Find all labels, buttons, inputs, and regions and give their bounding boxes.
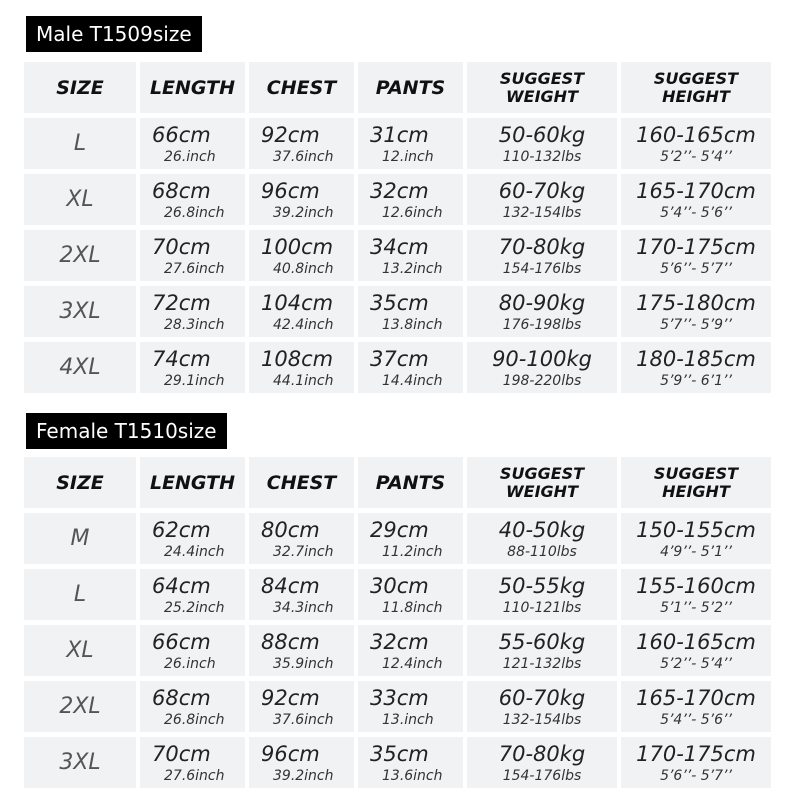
size-cell: 3XL bbox=[24, 286, 136, 337]
pants-imperial: 13.inch bbox=[382, 712, 434, 728]
length-cell bbox=[140, 174, 245, 225]
height-metric: 165-170cm bbox=[636, 179, 756, 203]
chest-imperial: 32.7inch bbox=[273, 544, 334, 560]
height-metric: 150-155cm bbox=[636, 518, 756, 542]
chest-cell bbox=[249, 174, 354, 225]
pants-imperial: 12.6inch bbox=[382, 205, 443, 221]
chest-cell bbox=[249, 230, 354, 281]
weight-imperial: 154-176lbs bbox=[502, 768, 582, 784]
header-row bbox=[24, 62, 771, 113]
chest-imperial: 37.6inch bbox=[273, 149, 334, 165]
pants-metric: 32cm bbox=[370, 630, 429, 654]
pants-cell bbox=[358, 569, 463, 620]
table-row bbox=[24, 737, 771, 788]
header-chest: CHEST bbox=[249, 62, 354, 113]
weight-cell bbox=[467, 681, 617, 732]
height-imperial: 4’9’’- 5’1’’ bbox=[660, 544, 732, 560]
pants-metric: 33cm bbox=[370, 686, 429, 710]
chest-imperial: 40.8inch bbox=[273, 261, 334, 277]
weight-metric: 80-90kg bbox=[498, 291, 586, 315]
weight-imperial: 110-132lbs bbox=[502, 149, 582, 165]
male-table-label: Male T1509size bbox=[26, 16, 202, 52]
height-imperial: 5’4’’- 5’6’’ bbox=[660, 205, 732, 221]
length-metric: 74cm bbox=[152, 347, 211, 371]
header-size: SIZE bbox=[24, 62, 136, 113]
weight-imperial: 88-110lbs bbox=[507, 544, 577, 560]
weight-imperial: 198-220lbs bbox=[502, 373, 582, 389]
height-metric: 155-160cm bbox=[636, 574, 756, 598]
table-row bbox=[24, 625, 771, 676]
table-row bbox=[24, 342, 771, 393]
pants-metric: 31cm bbox=[370, 123, 429, 147]
height-metric: 180-185cm bbox=[636, 347, 756, 371]
weight-metric: 50-55kg bbox=[498, 574, 586, 598]
length-imperial: 26.8inch bbox=[164, 712, 225, 728]
pants-metric: 35cm bbox=[370, 291, 429, 315]
chest-imperial: 35.9inch bbox=[273, 656, 334, 672]
chest-metric: 88cm bbox=[261, 630, 320, 654]
pants-metric: 37cm bbox=[370, 347, 429, 371]
height-cell bbox=[621, 737, 771, 788]
chest-imperial: 39.2inch bbox=[273, 768, 334, 784]
female-size-table bbox=[24, 457, 771, 793]
chest-cell bbox=[249, 118, 354, 169]
height-imperial: 5’7’’- 5’9’’ bbox=[660, 317, 732, 333]
weight-cell bbox=[467, 513, 617, 564]
length-imperial: 26.inch bbox=[164, 149, 216, 165]
height-imperial: 5’1’’- 5’2’’ bbox=[660, 600, 732, 616]
header-weight bbox=[467, 457, 617, 508]
length-cell bbox=[140, 286, 245, 337]
table-row bbox=[24, 174, 771, 225]
length-metric: 66cm bbox=[152, 123, 211, 147]
pants-imperial: 12.inch bbox=[382, 149, 434, 165]
weight-imperial: 176-198lbs bbox=[502, 317, 582, 333]
length-cell bbox=[140, 342, 245, 393]
pants-imperial: 12.4inch bbox=[382, 656, 443, 672]
weight-cell bbox=[467, 737, 617, 788]
header-line: SUGGEST bbox=[653, 463, 739, 483]
height-metric: 170-175cm bbox=[636, 235, 756, 259]
chest-cell bbox=[249, 625, 354, 676]
pants-metric: 32cm bbox=[370, 179, 429, 203]
weight-metric: 50-60kg bbox=[498, 123, 586, 147]
weight-cell bbox=[467, 230, 617, 281]
chest-imperial: 34.3inch bbox=[273, 600, 334, 616]
table-row bbox=[24, 286, 771, 337]
height-imperial: 5’6’’- 5’7’’ bbox=[660, 768, 732, 784]
height-cell bbox=[621, 174, 771, 225]
weight-cell bbox=[467, 118, 617, 169]
header-line: HEIGHT bbox=[662, 481, 730, 501]
length-imperial: 26.8inch bbox=[164, 205, 225, 221]
length-metric: 70cm bbox=[152, 235, 211, 259]
length-metric: 68cm bbox=[152, 179, 211, 203]
chest-metric: 108cm bbox=[261, 347, 334, 371]
header-height bbox=[621, 62, 771, 113]
pants-metric: 34cm bbox=[370, 235, 429, 259]
length-imperial: 27.6inch bbox=[164, 768, 225, 784]
chest-imperial: 37.6inch bbox=[273, 712, 334, 728]
chest-cell bbox=[249, 737, 354, 788]
length-metric: 62cm bbox=[152, 518, 211, 542]
length-cell bbox=[140, 737, 245, 788]
size-cell: 2XL bbox=[24, 230, 136, 281]
weight-metric: 55-60kg bbox=[498, 630, 586, 654]
height-imperial: 5’9’’- 6’1’’ bbox=[660, 373, 732, 389]
height-metric: 160-165cm bbox=[636, 630, 756, 654]
size-cell: 2XL bbox=[24, 681, 136, 732]
header-pants: PANTS bbox=[358, 457, 463, 508]
length-imperial: 29.1inch bbox=[164, 373, 225, 389]
length-imperial: 26.inch bbox=[164, 656, 216, 672]
pants-cell bbox=[358, 118, 463, 169]
weight-cell bbox=[467, 342, 617, 393]
header-row bbox=[24, 457, 771, 508]
length-cell bbox=[140, 625, 245, 676]
size-cell: XL bbox=[24, 174, 136, 225]
height-cell bbox=[621, 286, 771, 337]
pants-imperial: 13.6inch bbox=[382, 768, 443, 784]
header-line: SUGGEST bbox=[499, 68, 585, 88]
pants-metric: 30cm bbox=[370, 574, 429, 598]
weight-metric: 60-70kg bbox=[498, 686, 586, 710]
height-imperial: 5’4’’- 5’6’’ bbox=[660, 712, 732, 728]
size-cell: L bbox=[24, 569, 136, 620]
length-imperial: 27.6inch bbox=[164, 261, 225, 277]
table-row bbox=[24, 513, 771, 564]
table-row bbox=[24, 569, 771, 620]
male-size-table bbox=[24, 62, 771, 398]
chest-imperial: 39.2inch bbox=[273, 205, 334, 221]
height-metric: 170-175cm bbox=[636, 742, 756, 766]
pants-imperial: 14.4inch bbox=[382, 373, 443, 389]
height-metric: 165-170cm bbox=[636, 686, 756, 710]
size-cell: M bbox=[24, 513, 136, 564]
height-cell bbox=[621, 342, 771, 393]
height-imperial: 5’2’’- 5’4’’ bbox=[660, 149, 732, 165]
pants-imperial: 11.2inch bbox=[382, 544, 443, 560]
weight-imperial: 132-154lbs bbox=[502, 205, 582, 221]
pants-cell bbox=[358, 230, 463, 281]
chest-imperial: 44.1inch bbox=[273, 373, 334, 389]
height-cell bbox=[621, 513, 771, 564]
header-line: WEIGHT bbox=[506, 481, 578, 501]
female-table-label: Female T1510size bbox=[26, 413, 227, 449]
length-imperial: 24.4inch bbox=[164, 544, 225, 560]
length-metric: 64cm bbox=[152, 574, 211, 598]
length-imperial: 28.3inch bbox=[164, 317, 225, 333]
chest-metric: 100cm bbox=[261, 235, 334, 259]
length-cell bbox=[140, 569, 245, 620]
height-imperial: 5’2’’- 5’4’’ bbox=[660, 656, 732, 672]
chest-metric: 96cm bbox=[261, 179, 320, 203]
header-line: HEIGHT bbox=[662, 86, 730, 106]
table-row bbox=[24, 118, 771, 169]
header-height bbox=[621, 457, 771, 508]
weight-imperial: 110-121lbs bbox=[502, 600, 582, 616]
chest-cell bbox=[249, 569, 354, 620]
length-imperial: 25.2inch bbox=[164, 600, 225, 616]
weight-cell bbox=[467, 625, 617, 676]
chest-cell bbox=[249, 286, 354, 337]
weight-metric: 70-80kg bbox=[498, 742, 586, 766]
weight-metric: 40-50kg bbox=[498, 518, 586, 542]
header-chest: CHEST bbox=[249, 457, 354, 508]
pants-cell bbox=[358, 513, 463, 564]
chest-cell bbox=[249, 513, 354, 564]
pants-cell bbox=[358, 286, 463, 337]
chest-metric: 104cm bbox=[261, 291, 334, 315]
header-weight bbox=[467, 62, 617, 113]
pants-cell bbox=[358, 625, 463, 676]
chest-metric: 92cm bbox=[261, 123, 320, 147]
weight-imperial: 154-176lbs bbox=[502, 261, 582, 277]
height-cell bbox=[621, 625, 771, 676]
length-metric: 70cm bbox=[152, 742, 211, 766]
pants-metric: 29cm bbox=[370, 518, 429, 542]
height-cell bbox=[621, 681, 771, 732]
header-line: SUGGEST bbox=[499, 463, 585, 483]
length-metric: 68cm bbox=[152, 686, 211, 710]
pants-metric: 35cm bbox=[370, 742, 429, 766]
chest-metric: 92cm bbox=[261, 686, 320, 710]
weight-imperial: 121-132lbs bbox=[502, 656, 582, 672]
header-line: WEIGHT bbox=[506, 86, 578, 106]
pants-imperial: 11.8inch bbox=[382, 600, 443, 616]
header-length: LENGTH bbox=[140, 457, 245, 508]
size-cell: 4XL bbox=[24, 342, 136, 393]
table-row bbox=[24, 681, 771, 732]
pants-cell bbox=[358, 342, 463, 393]
weight-cell bbox=[467, 174, 617, 225]
size-cell: XL bbox=[24, 625, 136, 676]
length-cell bbox=[140, 118, 245, 169]
weight-metric: 90-100kg bbox=[492, 347, 592, 371]
header-pants: PANTS bbox=[358, 62, 463, 113]
height-cell bbox=[621, 230, 771, 281]
pants-cell bbox=[358, 681, 463, 732]
height-metric: 160-165cm bbox=[636, 123, 756, 147]
chest-cell bbox=[249, 681, 354, 732]
chest-cell bbox=[249, 342, 354, 393]
weight-metric: 70-80kg bbox=[498, 235, 586, 259]
length-metric: 72cm bbox=[152, 291, 211, 315]
size-cell: 3XL bbox=[24, 737, 136, 788]
chest-metric: 96cm bbox=[261, 742, 320, 766]
header-line: SUGGEST bbox=[653, 68, 739, 88]
pants-cell bbox=[358, 737, 463, 788]
header-length: LENGTH bbox=[140, 62, 245, 113]
length-cell bbox=[140, 681, 245, 732]
height-cell bbox=[621, 118, 771, 169]
length-cell bbox=[140, 230, 245, 281]
chest-imperial: 42.4inch bbox=[273, 317, 334, 333]
chest-metric: 80cm bbox=[261, 518, 320, 542]
weight-imperial: 132-154lbs bbox=[502, 712, 582, 728]
height-imperial: 5’6’’- 5’7’’ bbox=[660, 261, 732, 277]
pants-imperial: 13.2inch bbox=[382, 261, 443, 277]
height-cell bbox=[621, 569, 771, 620]
height-metric: 175-180cm bbox=[636, 291, 756, 315]
pants-imperial: 13.8inch bbox=[382, 317, 443, 333]
length-cell bbox=[140, 513, 245, 564]
size-cell: L bbox=[24, 118, 136, 169]
weight-cell bbox=[467, 286, 617, 337]
table-row bbox=[24, 230, 771, 281]
weight-cell bbox=[467, 569, 617, 620]
chest-metric: 84cm bbox=[261, 574, 320, 598]
pants-cell bbox=[358, 174, 463, 225]
header-size: SIZE bbox=[24, 457, 136, 508]
weight-metric: 60-70kg bbox=[498, 179, 586, 203]
length-metric: 66cm bbox=[152, 630, 211, 654]
